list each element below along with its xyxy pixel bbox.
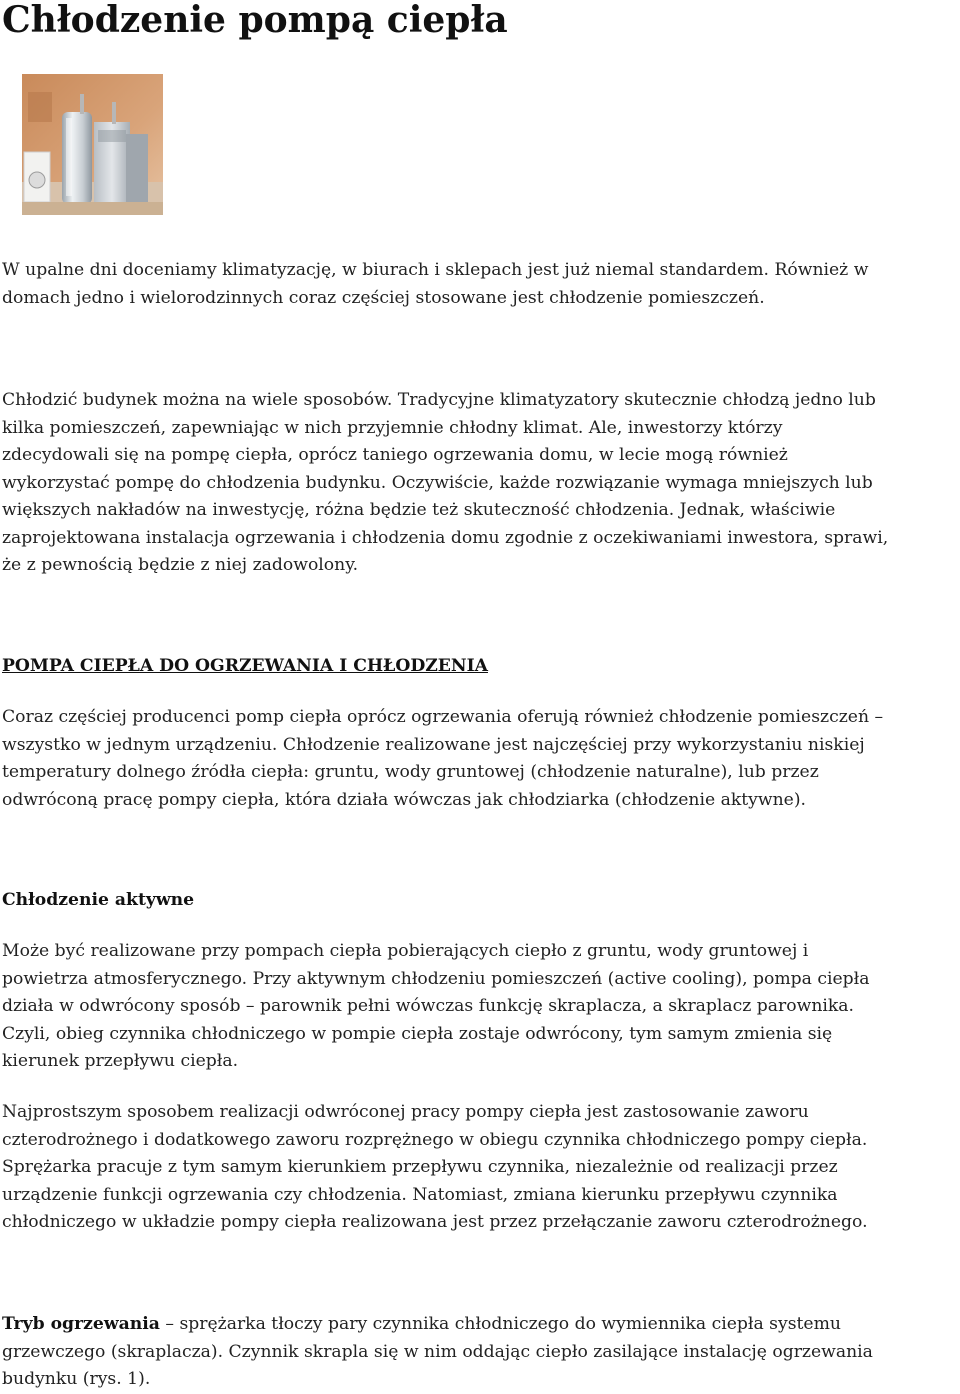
paragraph-line: Najprostszym sposobem realizacji odwróconej pracy pompy ciepła jest zastosowanie zaworu — [2, 1102, 809, 1122]
paragraph-line: powietrza atmosferycznego. Przy aktywnym chłodzeniu pomieszczeń (active cooling), pompa ciepła — [2, 968, 870, 989]
paragraph-line: Sprężarka pracuje z tym samym kierunkiem przepływu czynnika, niezależnie od realizacji przez — [2, 1157, 838, 1177]
paragraph-line — [2, 1311, 958, 1339]
paragraph-line: większych nakładów na inwestycję, różna będzie też skuteczność chłodzenia. Jednak, właściwie — [2, 500, 836, 520]
intro-paragraph — [2, 257, 958, 312]
body-paragraph-1 — [2, 387, 958, 580]
paragraph-line: działa w odwrócony sposób – parownik pełni wówczas funkcję skraplacza, a skraplacz parownika. — [2, 996, 855, 1016]
section-heading-active-cooling: Chłodzenie aktywne — [2, 890, 195, 910]
paragraph-line: wszystko w jednym urządzeniu. Chłodzenie realizowane jest najczęściej przy wykorzystaniu niskiej — [2, 734, 865, 755]
paragraph-line: chłodniczego w układzie pompy ciepła realizowana jest przez przełączanie zaworu czterodrożnego. — [2, 1212, 868, 1232]
paragraph-line: Czyli, obieg czynnika chłodniczego w pompie ciepła zostaje odwrócony, tym samym zmienia się — [2, 1023, 833, 1044]
section-heading-heating-cooling: POMPA CIEPŁA DO OGRZEWANIA I CHŁODZENIA — [2, 656, 488, 676]
section-2b-paragraph — [2, 1099, 958, 1237]
page-title: Chłodzenie pompą ciepła — [2, 0, 508, 41]
paragraph-line: grzewczego (skraplacza). Czynnik skrapla się w nim oddając ciepło zasilające instalację ogrzewania — [2, 1341, 873, 1362]
paragraph-line: Coraz częściej producenci pomp ciepła oprócz ogrzewania oferują również chłodzenie pomieszczeń – — [2, 707, 884, 727]
heat-pump-photo — [22, 74, 163, 215]
paragraph-line: Może być realizowane przy pompach ciepła pobierających ciepło z gruntu, wody gruntowej i — [2, 941, 809, 961]
paragraph-line: że z pewnością będzie z niej zadowolony. — [2, 555, 359, 575]
section-2-paragraph — [2, 938, 958, 1076]
heating-mode-text: – sprężarka tłoczy pary czynnika chłodniczego do wymiennika ciepła systemu — [159, 1314, 841, 1334]
paragraph-line: budynku (rys. 1). — [2, 1369, 151, 1389]
paragraph-line: zdecydowali się na pompę ciepła, oprócz taniego ogrzewania domu, w lecie mogą również — [2, 445, 788, 465]
heating-mode-paragraph — [2, 1311, 958, 1394]
paragraph-line: czterodrożnego i dodatkowego zaworu rozprężnego w obiegu czynnika chłodniczego pompy ciepła. — [2, 1129, 868, 1150]
heating-mode-label: Tryb ogrzewania — [2, 1314, 160, 1334]
paragraph-line: odwróconą pracę pompy ciepła, która działa wówczas jak chłodziarka (chłodzenie aktywne). — [2, 789, 807, 810]
paragraph-line: urządzenie funkcji ogrzewania czy chłodzenia. Natomiast, zmiana kierunku przepływu czynnika — [2, 1184, 838, 1205]
paragraph-line: kilka pomieszczeń, zapewniając w nich przyjemnie chłodny klimat. Ale, inwestorzy którzy — [2, 417, 783, 438]
paragraph-line: wykorzystać pompę do chłodzenia budynku. Oczywiście, każde rozwiązanie wymaga mniejszych lub — [2, 472, 873, 493]
paragraph-line: temperatury dolnego źródła ciepła: gruntu, wody gruntowej (chłodzenie naturalne), lub przez — [2, 762, 819, 782]
section-1-paragraph — [2, 704, 958, 814]
paragraph-line: zaprojektowana instalacja ogrzewania i chłodzenia domu zgodnie z oczekiwaniami inwestora, sprawi, — [2, 527, 889, 548]
intro-line: W upalne dni doceniamy klimatyzację, w biurach i sklepach jest już niemal standardem. Również w — [2, 260, 869, 280]
paragraph-line: kierunek przepływu ciepła. — [2, 1051, 239, 1071]
intro-line: domach jedno i wielorodzinnych coraz częściej stosowane jest chłodzenie pomieszczeń. — [2, 287, 765, 308]
paragraph-line: Chłodzić budynek można na wiele sposobów. Tradycyjne klimatyzatory skutecznie chłodzą jedno lub — [2, 390, 876, 410]
